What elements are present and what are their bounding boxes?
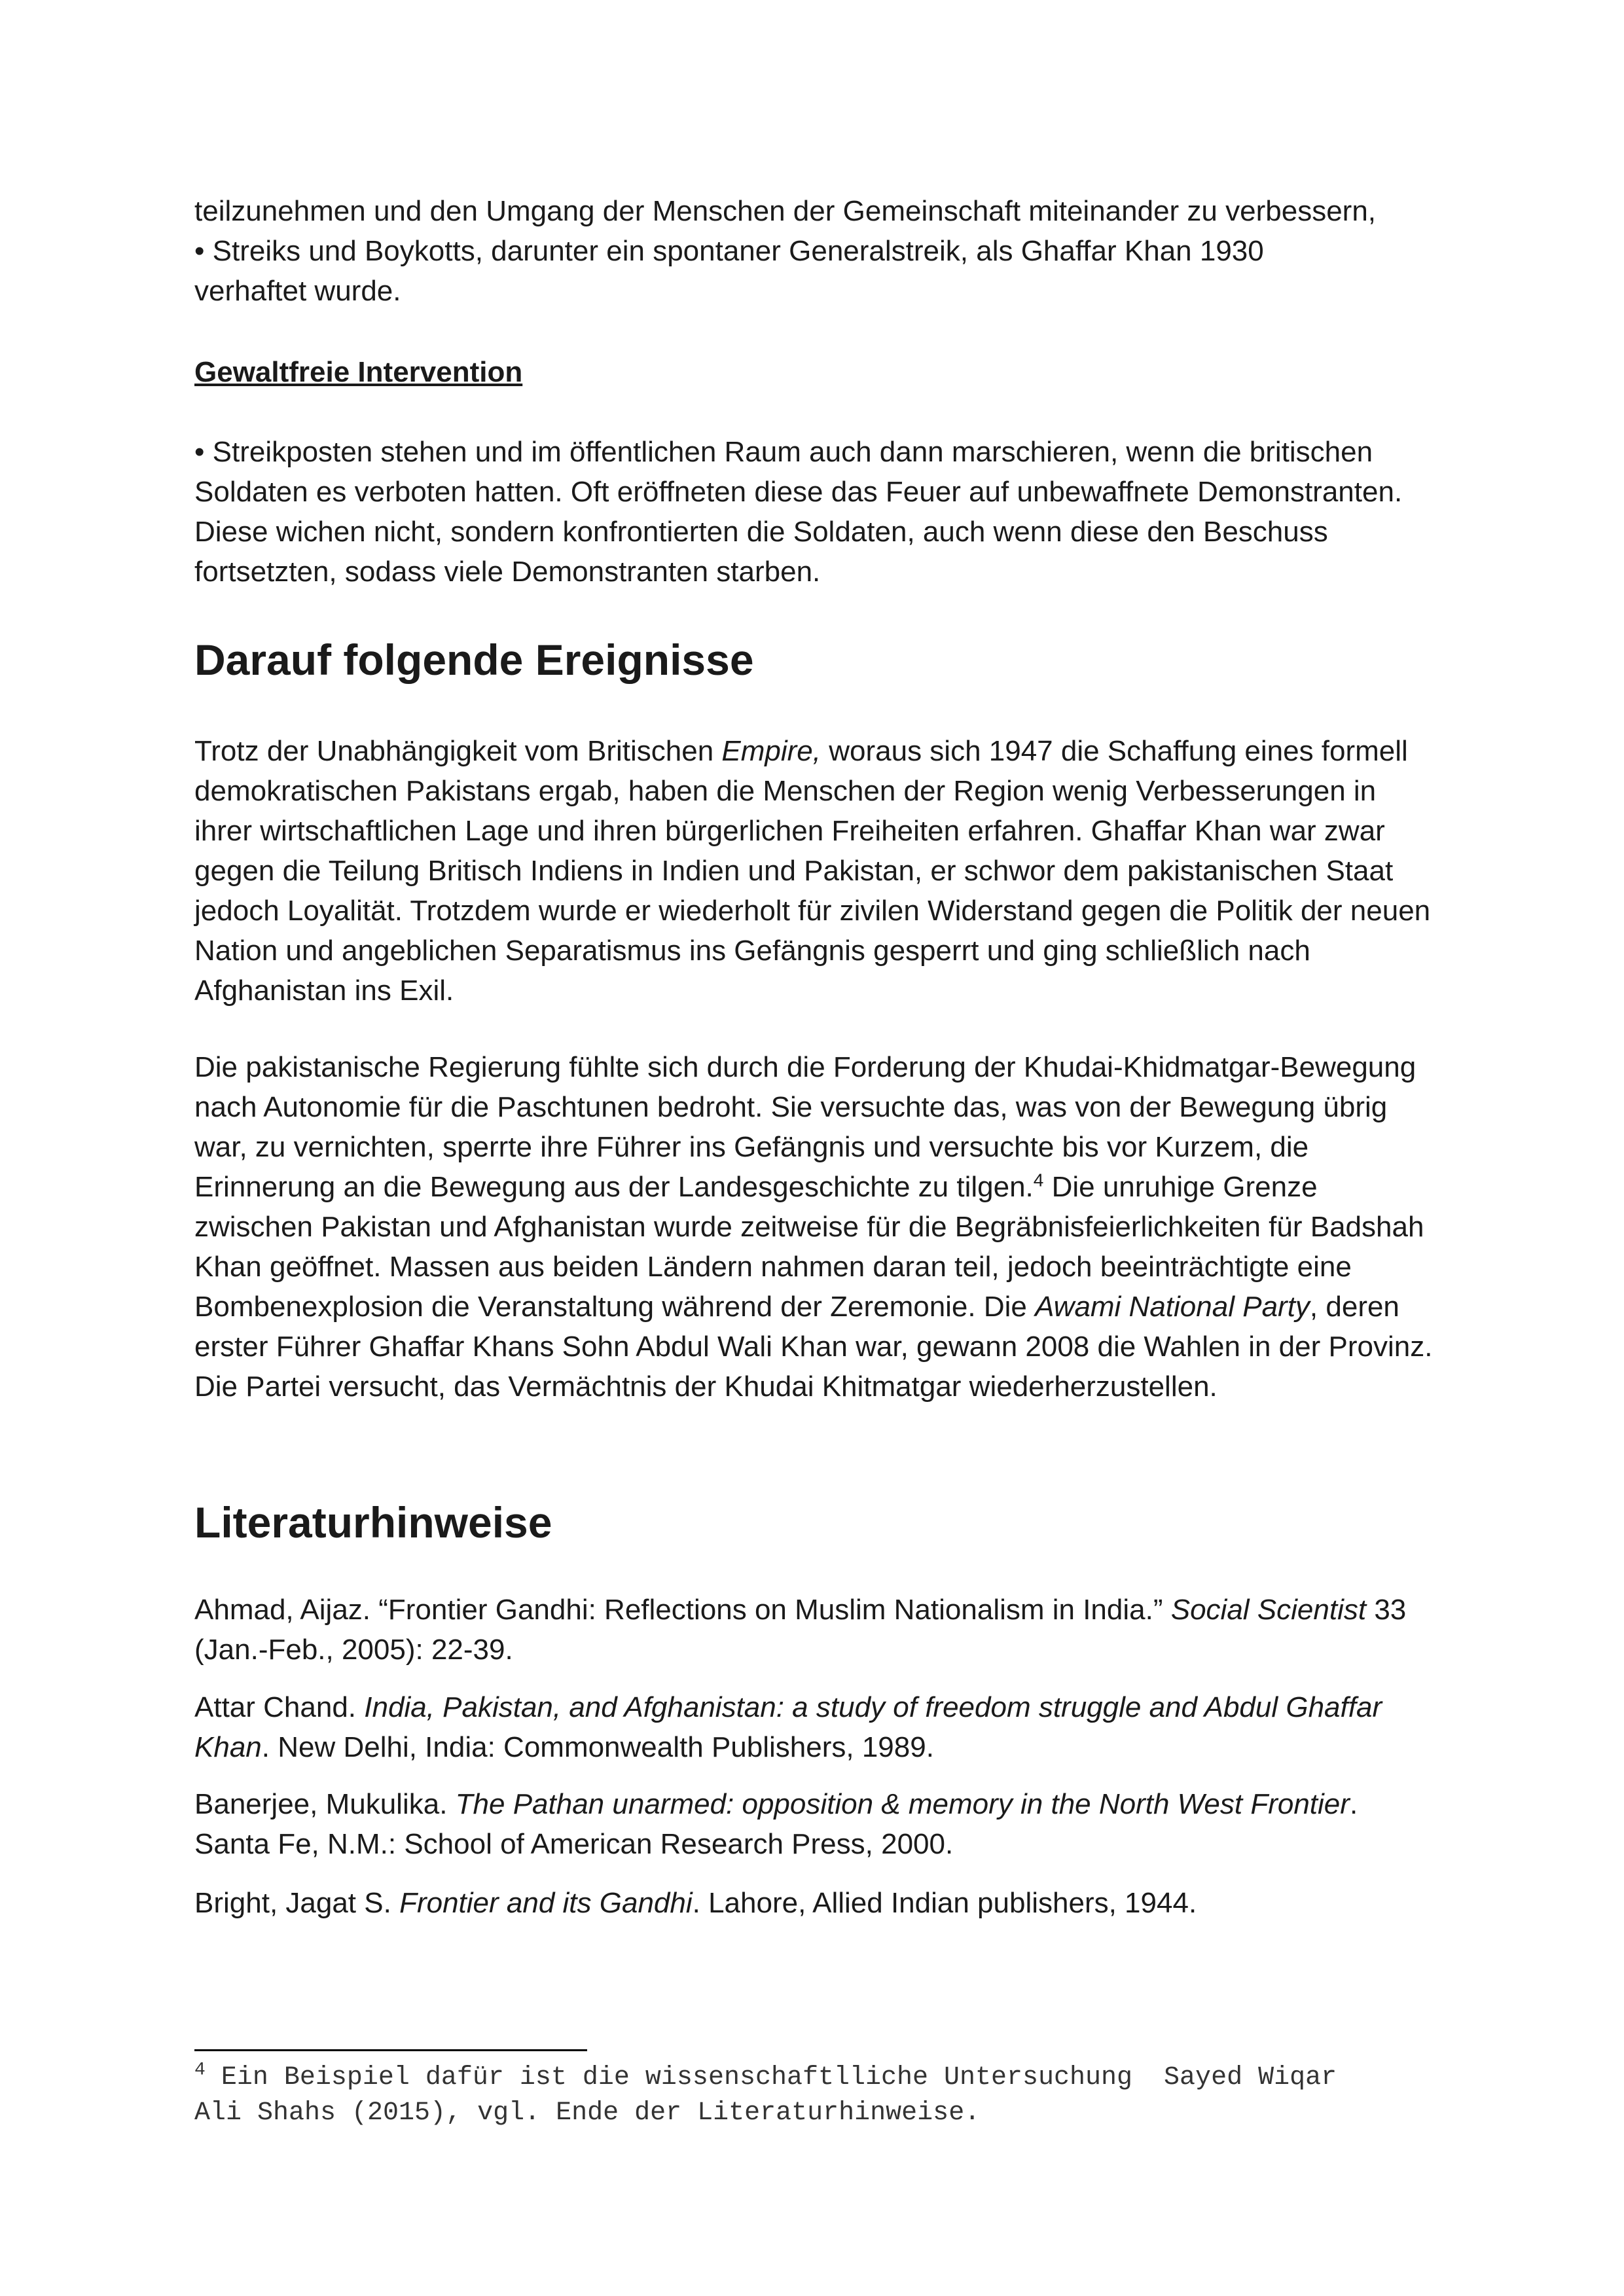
- events-p2-text-b: Die unruhige Grenze zwischen Pakistan und Afghanistan wurde zeitweise für die Begräbnisfeierlichkeiten für Badshah Khan geöffnet. Massen aus beiden Ländern nahmen daran teil, jedoch beeinträchtigte eine Bombenexplosion die Veranstaltung während der Zeremonie. Die: [194, 1171, 1424, 1323]
- literature-heading: Literaturhinweise: [194, 1498, 552, 1547]
- reference-title: India, Pakistan, and Afghanistan: a study of freedom struggle and Abdul Ghaffar Khan: [194, 1691, 1382, 1763]
- top-paragraph: [194, 191, 1438, 311]
- reference-text: Attar Chand.: [194, 1691, 365, 1723]
- reference-text: . Santa Fe, N.M.: School of American Research Press, 2000.: [194, 1788, 1358, 1860]
- reference-item: [194, 1687, 1438, 1767]
- reference-text: . Lahore, Allied Indian publishers, 1944.: [692, 1887, 1197, 1919]
- intervention-paragraph: • Streikposten stehen und im öffentlichen Raum auch dann marschieren, wenn die britischen Soldaten es verboten hatten. Oft eröffneten diese das Feuer auf unbewaffnete Demonstranten. Diese wichen nicht, sondern konfrontierten die Soldaten, auch wenn diese den Beschuss fortsetzten, sodass viele Demonstranten starben.: [194, 436, 1403, 588]
- events-paragraph-1: [194, 731, 1438, 1011]
- reference-title: Social Scientist: [1170, 1594, 1367, 1626]
- footnote-line-2: Ali Shahs (2015), vgl. Ende der Literaturhinweise.: [194, 2098, 981, 2128]
- reference-text: Bright, Jagat S.: [194, 1887, 400, 1919]
- reference-item: [194, 1784, 1438, 1864]
- reference-item: [194, 1590, 1438, 1670]
- footnote: [194, 2060, 1438, 2131]
- events-p2-text-c: , deren erster Führer Ghaffar Khans Sohn Abdul Wali Khan war, gewann 2008 die Wahlen in der Provinz. Die Partei versucht, das Vermächtnis der Khudai Khitmatgar wiederherzustellen.: [194, 1291, 1433, 1403]
- reference-text: 33 (Jan.-Feb., 2005): 22-39.: [194, 1594, 1407, 1666]
- events-p2-text-a: Die pakistanische Regierung fühlte sich durch die Forderung der Khudai-Khidmatgar-Bewegung nach Autonomie für die Paschtunen bedroht. Sie versuchte das, was von der Bewegung übrig war, zu vernichten, sperrte ihre Führer ins Gefängnis und versuchte bis vor Kurzem, die Erinnerung an die Bewegung aus der Landesgeschichte zu tilgen.: [194, 1051, 1416, 1203]
- top-line-2: • Streiks und Boykotts, darunter ein spontaner Generalstreik, als Ghaffar Khan 1930: [194, 235, 1264, 267]
- footnote-separator: [194, 2049, 587, 2051]
- reference-title: The Pathan unarmed: opposition & memory in the North West Frontier: [455, 1788, 1350, 1820]
- events-p2-italic: Awami National Party: [1035, 1291, 1310, 1323]
- reference-text: . New Delhi, India: Commonwealth Publishers, 1989.: [261, 1731, 934, 1763]
- events-p1-text-b: woraus sich 1947 die Schaffung eines formell demokratischen Pakistans ergab, haben die Menschen der Region wenig Verbesserungen in ihrer wirtschaftlichen Lage und ihren bürgerlichen Freiheiten erfahren. Ghaffar Khan war zwar gegen die Teilung Britisch Indiens in Indien und Pakistan, er schwor dem pakistanischen Staat jedoch Loyalität. Trotzdem wurde er wiederholt für zivilen Widerstand gegen die Politik der neuen Nation und angeblichen Separatismus ins Gefängnis gesperrt und ging schließlich nach Afghanistan ins Exil.: [194, 735, 1431, 1007]
- events-p1-italic: Empire,: [721, 735, 821, 767]
- footnote-line-1: Ein Beispiel dafür ist die wissenschaftlliche Untersuchung Sayed Wiqar: [205, 2063, 1337, 2092]
- events-p1-text-a: Trotz der Unabhängigkeit vom Britischen: [194, 735, 722, 767]
- footnote-ref[interactable]: 4: [1033, 1170, 1044, 1191]
- reference-text: Ahmad, Aijaz. “Frontier Gandhi: Reflections on Muslim Nationalism in India.”: [194, 1594, 1171, 1626]
- footnote-number: 4: [194, 2060, 206, 2081]
- intervention-heading: Gewaltfreie Intervention: [194, 356, 523, 388]
- reference-title: Frontier and its Gandhi: [399, 1887, 693, 1919]
- top-line-1: teilzunehmen und den Umgang der Menschen der Gemeinschaft miteinander zu verbessern,: [194, 195, 1377, 227]
- events-heading: Darauf folgende Ereignisse: [194, 636, 754, 684]
- reference-item: [194, 1883, 1438, 1923]
- top-line-3: verhaftet wurde.: [194, 275, 401, 307]
- reference-text: Banerjee, Mukulika.: [194, 1788, 456, 1820]
- events-paragraph-2: [194, 1047, 1438, 1407]
